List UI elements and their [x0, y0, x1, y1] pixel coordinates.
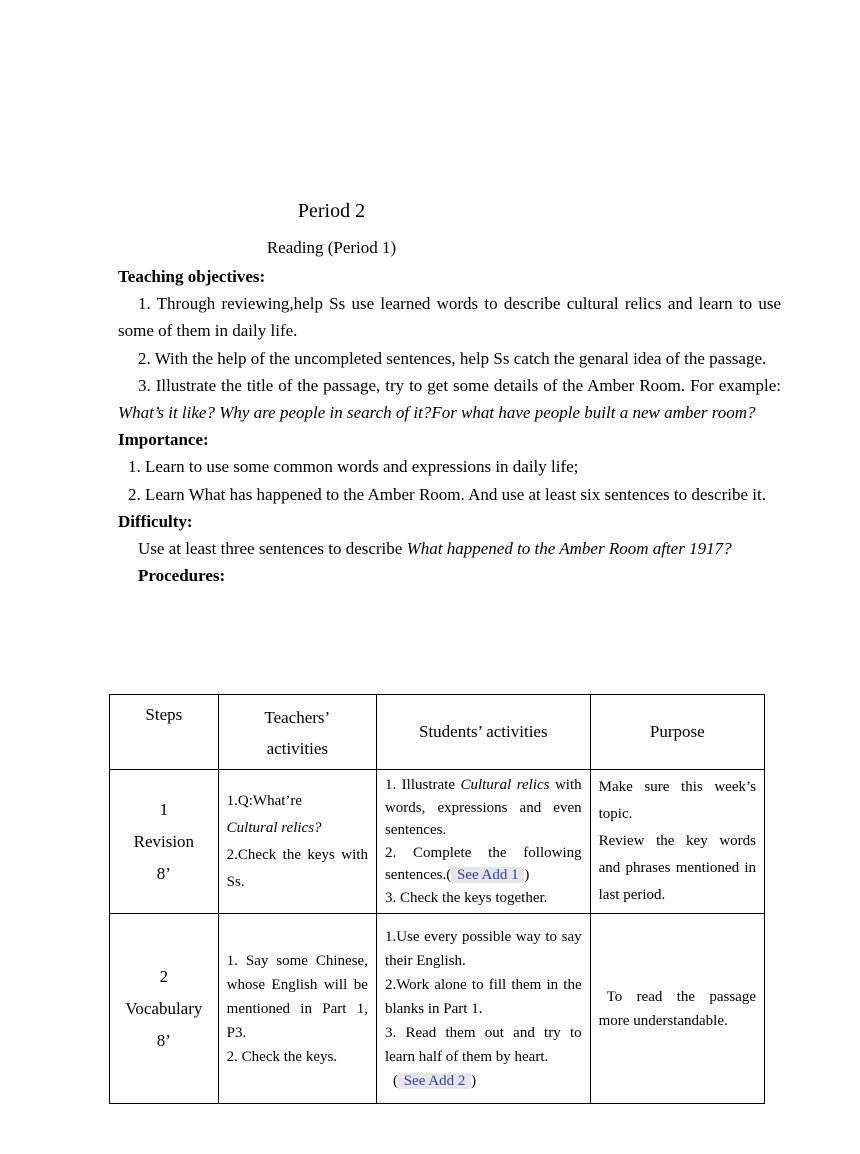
- student-activity-1: [385, 774, 582, 842]
- student-activity-1-italic: Cultural relics: [460, 777, 550, 793]
- purpose-2: Review the key words and phrases mentioned in last period.: [598, 833, 756, 903]
- see-add-2-close: ): [471, 1072, 477, 1089]
- header-purpose: Purpose: [590, 695, 764, 770]
- see-add-1-link[interactable]: See Add 1: [453, 867, 523, 883]
- importance-heading: Importance:: [118, 430, 209, 450]
- purpose-revision: [590, 770, 764, 914]
- student-activity-4: [385, 1069, 582, 1093]
- importance-1: 1. Learn to use some common words and expressions in daily life;: [128, 457, 579, 477]
- document-body: [118, 263, 781, 589]
- importance-2: 2. Learn What has happened to the Amber Room. And use at least six sentences to describe it.: [128, 484, 766, 504]
- student-activity-2-close: ): [524, 867, 530, 883]
- step-time: 8’: [156, 1030, 171, 1050]
- objectives-heading: Teaching objectives:: [118, 267, 266, 286]
- teacher-activity-1: 1. Say some Chinese, whose English will be mentioned in Part 1, P3.: [226, 952, 368, 1041]
- procedures-heading: Procedures:: [138, 566, 226, 586]
- teacher-question: 1.Q:What’re: [226, 792, 303, 809]
- objective-3-lead: 3. Illustrate the title of the passage, try to get some details of the Amber Room. For example:: [138, 375, 781, 395]
- see-add-2-link[interactable]: See Add 2: [399, 1072, 470, 1089]
- step-name: Revision: [133, 831, 195, 851]
- objective-3: [118, 372, 781, 426]
- student-activities-revision: [376, 770, 590, 914]
- objective-1: 1. Through reviewing,help Ss use learned words to describe cultural relics and learn to use some of them in daily life.: [118, 294, 781, 341]
- student-activity-3: 3. Read them out and try to learn half of them by heart.: [384, 1024, 582, 1065]
- header-steps: Steps: [110, 695, 219, 770]
- table-row: [110, 770, 765, 914]
- student-activity-2: 2.Work alone to fill them in the blanks in Part 1.: [384, 976, 582, 1017]
- student-activity-1: 1.Use every possible way to say their English.: [384, 928, 582, 969]
- step-name: Vocabulary: [125, 998, 203, 1018]
- step-cell-vocabulary: [110, 914, 219, 1104]
- teacher-activity-2: 2. Check the keys.: [226, 1048, 338, 1065]
- document-subtitle: Reading (Period 1): [266, 238, 397, 257]
- objective-2: 2. With the help of the uncompleted sentences, help Ss catch the genaral idea of the passage.: [138, 348, 767, 368]
- objective-3-questions: What’s it like? Why are people in search of it?For what have people built a new amber room?: [118, 403, 756, 423]
- header-teachers-activities: [218, 695, 376, 770]
- see-add-2-open: (: [392, 1072, 398, 1089]
- step-number: 2: [159, 966, 169, 986]
- procedures-table: [109, 694, 765, 1104]
- step-cell-revision: [110, 770, 219, 914]
- teacher-question-italic: Cultural relics?: [226, 819, 322, 836]
- header-teachers-label: Teachers’ activities: [264, 708, 331, 758]
- step-time: 8’: [156, 863, 171, 883]
- student-activity-1-rest: with words, expressions and even sentences.: [384, 777, 582, 838]
- header-students-activities: Students’ activities: [376, 695, 590, 770]
- table-header-row: [110, 695, 765, 770]
- document-title: Period 2: [297, 200, 366, 222]
- student-activity-2: [385, 842, 582, 887]
- teacher-check: 2.Check the keys with Ss.: [226, 846, 368, 890]
- purpose-1: Make sure this week’s topic.: [598, 779, 756, 822]
- student-activity-3: 3. Check the keys together.: [384, 889, 548, 906]
- difficulty-question: What happened to the Amber Room after 1917?: [406, 539, 732, 559]
- difficulty-lead: Use at least three sentences to describe: [138, 539, 407, 559]
- teacher-activities-vocabulary: [218, 914, 376, 1104]
- difficulty-heading: Difficulty:: [118, 511, 193, 531]
- student-activities-vocabulary: [376, 914, 590, 1104]
- teacher-activities-revision: [218, 770, 376, 914]
- student-activity-2-lead: 2. Complete the following sentences.(: [384, 844, 582, 883]
- student-activity-1-lead: 1. Illustrate: [384, 777, 461, 793]
- purpose-vocabulary: To read the passage more understandable.: [590, 914, 764, 1104]
- step-number: 1: [159, 799, 169, 819]
- difficulty-text: [118, 535, 781, 562]
- table-row: [110, 914, 765, 1104]
- teacher-question-topic: [227, 815, 368, 842]
